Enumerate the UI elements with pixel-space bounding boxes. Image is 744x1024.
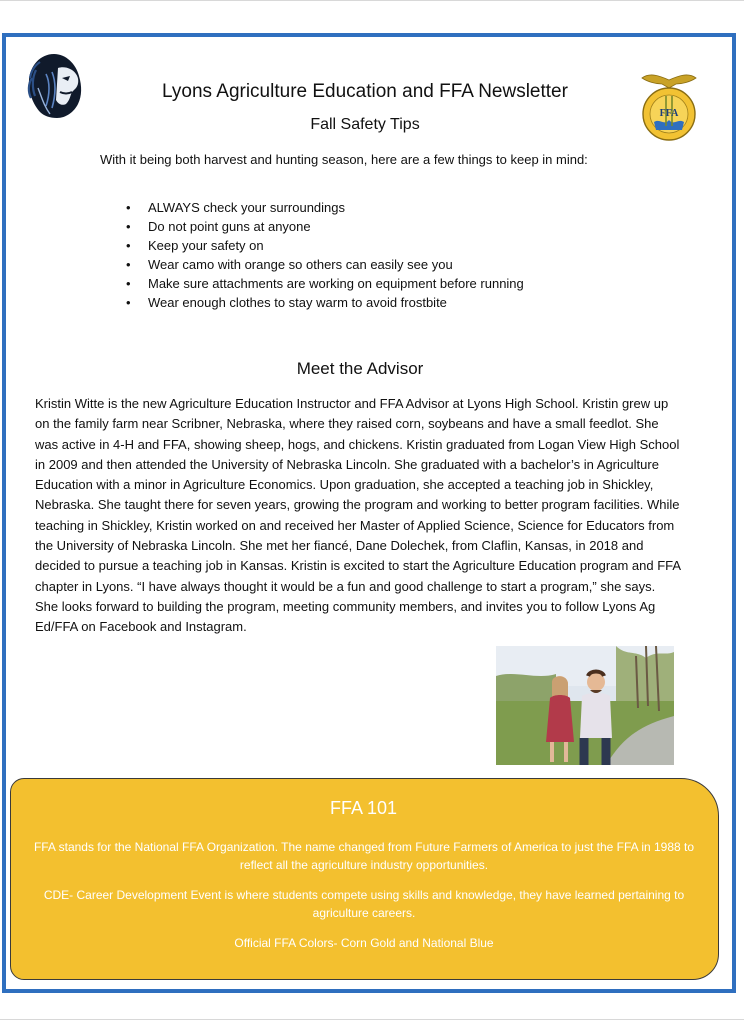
ffa-101-definition: FFA stands for the National FFA Organization. The name changed from Future Farmers of America to just the FFA in 1988 to reflect all the agriculture industry opportunities.: [33, 840, 695, 872]
safety-tip: • Do not point guns at anyone: [126, 217, 524, 236]
safety-tip: • Wear enough clothes to stay warm to avoid frostbite: [126, 293, 524, 312]
svg-text:FFA: FFA: [659, 108, 679, 119]
safety-tip: • ALWAYS check your surroundings: [126, 198, 524, 217]
advisor-photo: [496, 646, 674, 765]
bottom-divider: [0, 1019, 744, 1020]
newsletter-title: Lyons Agriculture Education and FFA Newsletter: [162, 81, 568, 102]
lion-mascot-icon: [24, 48, 86, 120]
ffa-101-cde: CDE- Career Development Event is where students compete using skills and knowledge, they have learned pertaining to agriculture careers.: [43, 888, 685, 920]
advisor-heading: Meet the Advisor: [296, 359, 424, 378]
advisor-paragraph: Kristin Witte is the new Agriculture Education Instructor and FFA Advisor at Lyons High School. Kristin grew up on the family farm near Scribner, Nebraska, where they raised corn, soybeans and have a small feedlot. She was active in 4-H and FFA, showing sheep, hogs, and chickens. Kristin graduated from Logan View High School in 2009 and then attended the University of Nebraska Lincoln. She graduated with a bachelor’s in Agriculture Education with a minor in Agriculture Economics. Upon graduation, she accepted a teaching job in Shickley, Nebraska. She taught there for seven years, growing the program and working to better program facilities. While teaching in Shickley, Kristin worked on and received her Master of Applied Science, Science for Educators from the University of Nebraska Lincoln. She met her fiancé, Dane Dolechek, from Claflin, Kansas, in 2018 and decided to pursue a teaching job in Kansas. Kristin is excited to start the Agriculture Education program and FFA chapter in Lyons. “I have always thought it would be a fun and good challenge to start a program,” she says. She looks forward to building the program, meeting community members, and invites you to follow Lyons Ag Ed/FFA on Facebook and Instagram.: [35, 396, 681, 635]
top-divider: [0, 0, 744, 1]
ffa-emblem-icon: [636, 70, 702, 142]
safety-tips-list: [126, 198, 524, 312]
safety-tip: • Make sure attachments are working on equipment before running: [126, 274, 524, 293]
safety-intro: With it being both harvest and hunting season, here are a few things to keep in mind:: [100, 152, 588, 167]
safety-tip: • Keep your safety on: [126, 236, 524, 255]
safety-tip: • Wear camo with orange so others can easily see you: [126, 255, 524, 274]
ffa-101-heading: FFA 101: [329, 798, 398, 818]
safety-tips-heading: Fall Safety Tips: [310, 116, 420, 133]
ffa-101-colors: Official FFA Colors- Corn Gold and National Blue: [234, 936, 494, 950]
